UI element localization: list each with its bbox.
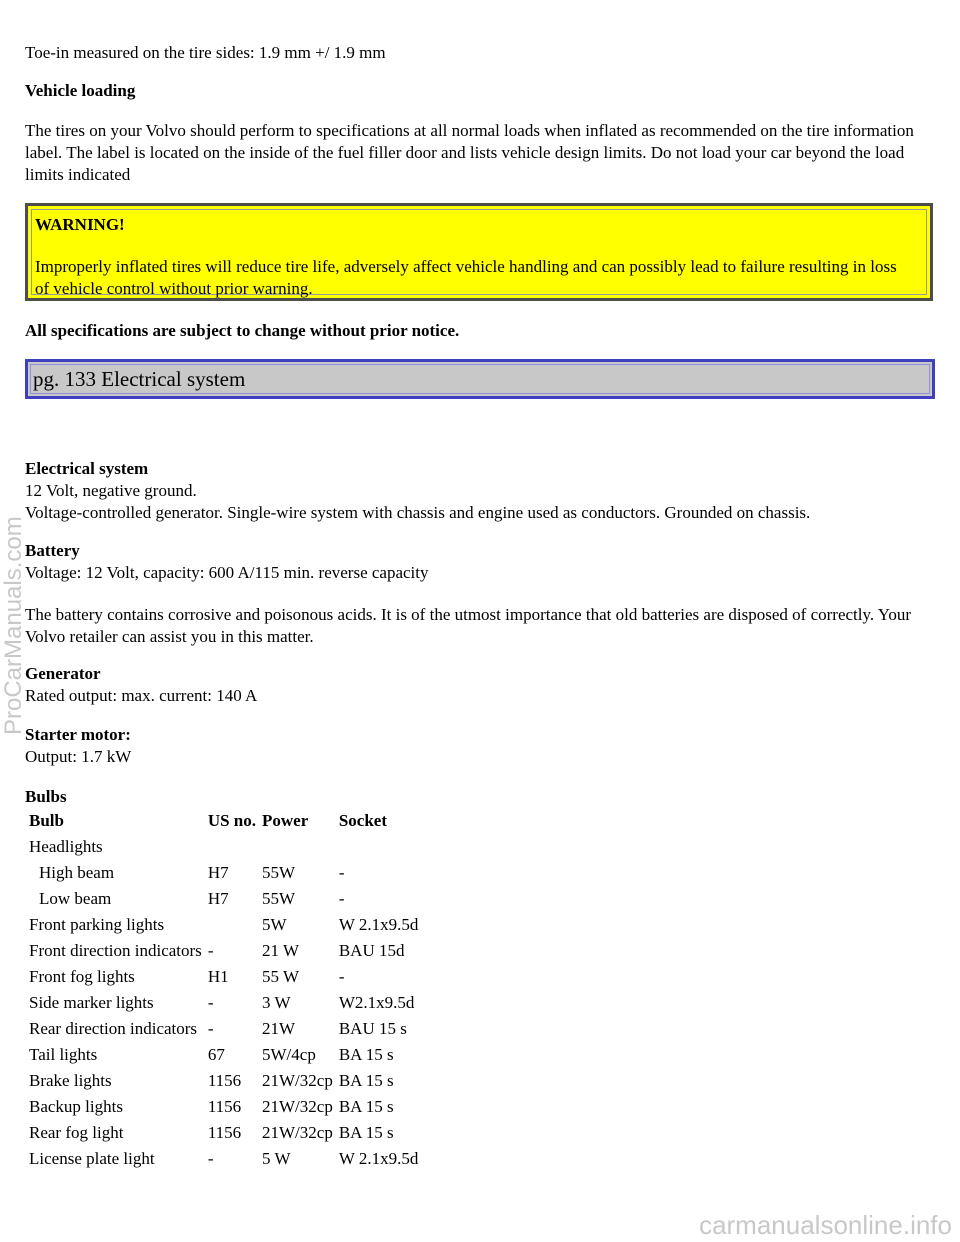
generator-heading: Generator	[25, 664, 101, 683]
bulb-name-cell: Brake lights	[29, 1071, 112, 1090]
us-number-cell: -	[207, 993, 214, 1012]
power-cell: 5 W	[262, 1149, 291, 1168]
table-row	[27, 860, 420, 886]
socket-cell: -	[338, 967, 345, 986]
power-cell: 21W/32cp	[262, 1123, 333, 1142]
power-cell: 5W	[262, 915, 287, 934]
bulb-name-cell: Rear fog light	[29, 1123, 124, 1142]
column-header: Power	[262, 811, 309, 830]
toe-in-spec: Toe-in measured on the tire sides: 1.9 mm +/ 1.9 mm	[25, 43, 386, 62]
bulb-name-cell: Tail lights	[29, 1045, 98, 1064]
battery-text: The battery contains corrosive and poisonous acids. It is of the utmost importance that old batteries are disposed of correctly. Your Volvo retailer can assist you in this matter.	[25, 605, 911, 646]
us-number-cell: 1156	[207, 1071, 242, 1090]
bulb-name-cell: Front fog lights	[29, 967, 135, 986]
power-cell: 21W/32cp	[262, 1071, 333, 1090]
section-title: pg. 133 Electrical system	[33, 367, 246, 391]
bulb-name-cell: Backup lights	[29, 1097, 123, 1116]
power-cell: 55W	[262, 863, 296, 882]
us-number-cell: H1	[207, 967, 229, 986]
bulbs-heading: Bulbs	[25, 787, 67, 806]
electrical-line-1: 12 Volt, negative ground.	[25, 481, 197, 500]
electrical-line-2: Voltage-controlled generator. Single-wire system with chassis and engine used as conductors. Grounded on chassis.	[25, 503, 811, 522]
us-number-cell: -	[207, 1149, 214, 1168]
starter-heading: Starter motor:	[25, 725, 131, 744]
change-notice: All specifications are subject to change without prior notice.	[25, 321, 460, 340]
warning-text: Improperly inflated tires will reduce tire life, adversely affect vehicle handling and can possibly lead to failure resulting in loss of vehicle control without prior warning.	[35, 257, 897, 298]
vehicle-loading-heading: Vehicle loading	[25, 81, 136, 100]
bulbs-table	[25, 808, 422, 1172]
vehicle-loading-text: The tires on your Volvo should perform to specifications at all normal loads when inflated as recommended on the tire information label. The label is located on the inside of the fuel filler door and lists vehicle design limits. Do not load your car beyond the load limits indicated	[25, 121, 914, 184]
battery-block	[25, 540, 925, 648]
section-header-electrical	[25, 359, 935, 399]
us-number-cell: 1156	[207, 1097, 242, 1116]
electrical-heading: Electrical system	[25, 459, 149, 478]
warning-box	[25, 203, 933, 301]
power-cell: 21W/32cp	[262, 1097, 333, 1116]
socket-cell: W 2.1x9.5d	[338, 915, 419, 934]
table-row	[27, 990, 420, 1016]
us-number-cell: 67	[207, 1045, 225, 1064]
power-cell: 55W	[262, 889, 296, 908]
power-cell: 21 W	[262, 941, 299, 960]
side-watermark: ProCarManuals.com	[0, 516, 27, 735]
bulb-name-cell: High beam	[39, 863, 115, 882]
bulb-name-cell: Front parking lights	[29, 915, 165, 934]
table-row	[27, 1120, 420, 1146]
generator-line-1: Rated output: max. current: 140 A	[25, 686, 258, 705]
table-group-row	[27, 834, 420, 860]
battery-heading: Battery	[25, 541, 80, 560]
power-cell: 21W	[262, 1019, 296, 1038]
power-cell: 5W/4cp	[262, 1045, 316, 1064]
socket-cell: BAU 15d	[338, 941, 405, 960]
table-row	[27, 938, 420, 964]
socket-cell: BAU 15 s	[338, 1019, 407, 1038]
us-number-cell: H7	[207, 863, 229, 882]
bulb-name-cell: Rear direction indicators	[29, 1019, 198, 1038]
bulb-name-cell: License plate light	[29, 1149, 155, 1168]
column-header: US no.	[207, 811, 256, 830]
table-row	[27, 964, 420, 990]
us-number-cell: -	[207, 941, 214, 960]
power-cell: 55 W	[262, 967, 299, 986]
socket-cell: W2.1x9.5d	[338, 993, 415, 1012]
bulb-name-cell: Side marker lights	[29, 993, 154, 1012]
column-header: Socket	[338, 811, 387, 830]
corner-watermark: carmanualsonline.info	[699, 1210, 952, 1240]
bulbs-table-header	[27, 808, 420, 834]
us-number-cell: 1156	[207, 1123, 242, 1142]
table-row	[27, 886, 420, 912]
socket-cell: W 2.1x9.5d	[338, 1149, 419, 1168]
socket-cell: BA 15 s	[338, 1071, 394, 1090]
bulb-name-cell: Front direction indicators	[29, 941, 202, 960]
electrical-block	[25, 458, 810, 524]
warning-title: WARNING!	[35, 215, 125, 234]
us-number-cell: -	[207, 1019, 214, 1038]
table-row	[27, 912, 420, 938]
us-number-cell	[206, 912, 258, 938]
socket-cell: BA 15 s	[338, 1045, 394, 1064]
table-row	[27, 1042, 420, 1068]
socket-cell: -	[338, 889, 345, 908]
battery-line-1: Voltage: 12 Volt, capacity: 600 A/115 min. reverse capacity	[25, 563, 429, 582]
generator-block	[25, 663, 257, 707]
us-number-cell: H7	[207, 889, 229, 908]
table-row	[27, 1016, 420, 1042]
socket-cell: -	[338, 863, 345, 882]
group-label: Headlights	[29, 837, 103, 856]
socket-cell: BA 15 s	[338, 1123, 394, 1142]
table-row	[27, 1094, 420, 1120]
table-row	[27, 1146, 420, 1172]
column-header: Bulb	[29, 811, 64, 830]
starter-line-1: Output: 1.7 kW	[25, 747, 132, 766]
table-row	[27, 1068, 420, 1094]
socket-cell: BA 15 s	[338, 1097, 394, 1116]
starter-block	[25, 724, 131, 768]
bulb-name-cell: Low beam	[39, 889, 112, 908]
power-cell: 3 W	[262, 993, 291, 1012]
